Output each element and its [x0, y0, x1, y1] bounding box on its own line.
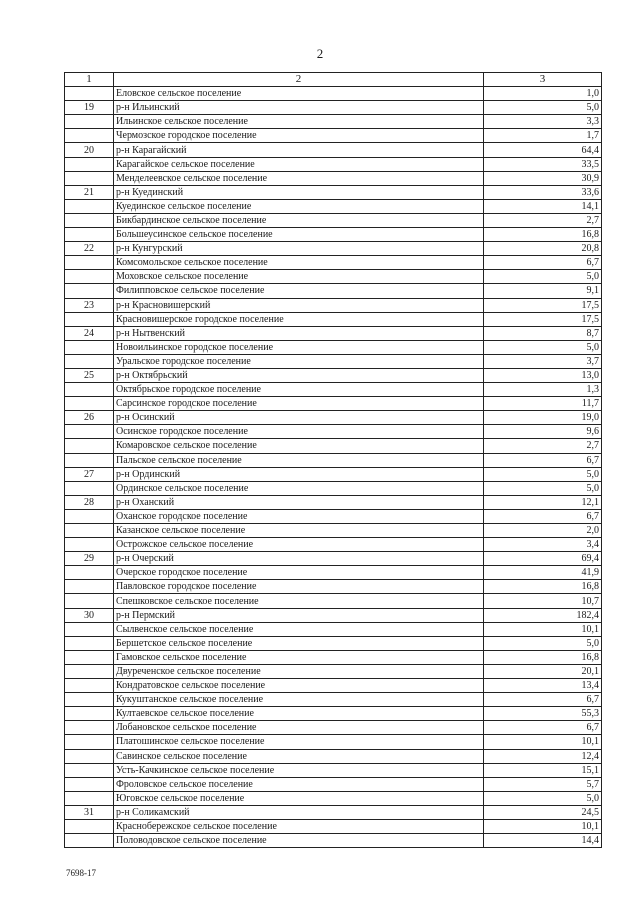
table-body — [65, 73, 602, 848]
settlement-name-cell: Павловское городское поселение — [114, 580, 484, 594]
table-row — [65, 326, 602, 340]
value-cell: 6,7 — [484, 509, 602, 523]
value-cell: 6,7 — [484, 453, 602, 467]
settlement-name-cell: Пальское сельское поселение — [114, 453, 484, 467]
row-number-cell — [65, 270, 114, 284]
settlement-name-cell: р-н Соликамский — [114, 805, 484, 819]
value-cell: 33,5 — [484, 157, 602, 171]
settlement-name-cell: р-н Красновишерский — [114, 298, 484, 312]
table-row — [65, 693, 602, 707]
row-number-cell — [65, 397, 114, 411]
row-number-cell — [65, 566, 114, 580]
value-cell: 13,0 — [484, 368, 602, 382]
row-number-cell — [65, 707, 114, 721]
row-number-cell: 29 — [65, 552, 114, 566]
table-row — [65, 228, 602, 242]
row-number-cell — [65, 115, 114, 129]
header-col-3: 3 — [484, 73, 602, 87]
row-number-cell — [65, 383, 114, 397]
row-number-cell — [65, 199, 114, 213]
row-number-cell — [65, 509, 114, 523]
settlement-name-cell: Ординское сельское поселение — [114, 481, 484, 495]
table-row — [65, 580, 602, 594]
row-number-cell — [65, 791, 114, 805]
settlement-name-cell: р-н Оханский — [114, 495, 484, 509]
settlement-name-cell: Усть-Качкинское сельское поселение — [114, 763, 484, 777]
row-number-cell — [65, 834, 114, 848]
row-number-cell: 25 — [65, 368, 114, 382]
row-number-cell — [65, 622, 114, 636]
row-number-cell — [65, 580, 114, 594]
row-number-cell: 24 — [65, 326, 114, 340]
value-cell: 9,6 — [484, 425, 602, 439]
row-number-cell: 28 — [65, 495, 114, 509]
value-cell: 15,1 — [484, 763, 602, 777]
row-number-cell: 30 — [65, 608, 114, 622]
value-cell: 11,7 — [484, 397, 602, 411]
value-cell: 20,1 — [484, 664, 602, 678]
row-number-cell — [65, 340, 114, 354]
settlement-name-cell: Кукуштанское сельское поселение — [114, 693, 484, 707]
value-cell: 6,7 — [484, 256, 602, 270]
row-number-cell — [65, 693, 114, 707]
settlement-name-cell: р-н Нытвенский — [114, 326, 484, 340]
settlement-name-cell: Очерское городское поселение — [114, 566, 484, 580]
row-number-cell — [65, 664, 114, 678]
value-cell: 13,4 — [484, 679, 602, 693]
row-number-cell — [65, 129, 114, 143]
table-row — [65, 777, 602, 791]
table-row — [65, 636, 602, 650]
settlement-name-cell: Сарсинское городское поселение — [114, 397, 484, 411]
table-row — [65, 143, 602, 157]
settlement-name-cell: Комсомольское сельское поселение — [114, 256, 484, 270]
value-cell: 20,8 — [484, 242, 602, 256]
row-number-cell — [65, 213, 114, 227]
settlement-name-cell: р-н Пермский — [114, 608, 484, 622]
settlement-name-cell: Фроловское сельское поселение — [114, 777, 484, 791]
table-row — [65, 397, 602, 411]
table-row — [65, 157, 602, 171]
value-cell: 1,3 — [484, 383, 602, 397]
value-cell: 182,4 — [484, 608, 602, 622]
table-row — [65, 664, 602, 678]
settlement-name-cell: Краснобережское сельское поселение — [114, 819, 484, 833]
value-cell: 5,0 — [484, 636, 602, 650]
value-cell: 5,0 — [484, 270, 602, 284]
row-number-cell — [65, 636, 114, 650]
settlement-name-cell: р-н Кунгурский — [114, 242, 484, 256]
value-cell: 55,3 — [484, 707, 602, 721]
table-row — [65, 101, 602, 115]
value-cell: 5,0 — [484, 481, 602, 495]
value-cell: 6,7 — [484, 693, 602, 707]
row-number-cell — [65, 735, 114, 749]
row-number-cell — [65, 87, 114, 101]
row-number-cell — [65, 538, 114, 552]
settlement-name-cell: Спешковское сельское поселение — [114, 594, 484, 608]
value-cell: 5,0 — [484, 467, 602, 481]
value-cell: 10,1 — [484, 735, 602, 749]
value-cell: 16,8 — [484, 580, 602, 594]
table-row — [65, 354, 602, 368]
settlement-name-cell: Куединское сельское поселение — [114, 199, 484, 213]
value-cell: 2,7 — [484, 439, 602, 453]
settlement-name-cell: Моховское сельское поселение — [114, 270, 484, 284]
value-cell: 3,7 — [484, 354, 602, 368]
table-row — [65, 199, 602, 213]
settlement-name-cell: Менделеевское сельское поселение — [114, 171, 484, 185]
settlement-name-cell: Платошинское сельское поселение — [114, 735, 484, 749]
row-number-cell — [65, 721, 114, 735]
settlement-name-cell: Савинское сельское поселение — [114, 749, 484, 763]
value-cell: 8,7 — [484, 326, 602, 340]
row-number-cell — [65, 256, 114, 270]
settlement-name-cell: Карагайское сельское поселение — [114, 157, 484, 171]
value-cell: 33,6 — [484, 185, 602, 199]
settlement-name-cell: р-н Осинский — [114, 411, 484, 425]
settlement-name-cell: Чермозское городское поселение — [114, 129, 484, 143]
value-cell: 1,7 — [484, 129, 602, 143]
row-number-cell — [65, 524, 114, 538]
table-row — [65, 594, 602, 608]
row-number-cell — [65, 453, 114, 467]
value-cell: 2,7 — [484, 213, 602, 227]
table-row — [65, 538, 602, 552]
settlement-name-cell: Гамовское сельское поселение — [114, 650, 484, 664]
row-number-cell — [65, 594, 114, 608]
table-row — [65, 495, 602, 509]
row-number-cell: 22 — [65, 242, 114, 256]
table-row — [65, 749, 602, 763]
value-cell: 30,9 — [484, 171, 602, 185]
row-number-cell — [65, 749, 114, 763]
settlement-name-cell: р-н Карагайский — [114, 143, 484, 157]
settlement-name-cell: Кондратовское сельское поселение — [114, 679, 484, 693]
allocation-table — [64, 72, 602, 848]
settlement-name-cell: Новоильинское городское поселение — [114, 340, 484, 354]
value-cell: 24,5 — [484, 805, 602, 819]
settlement-name-cell: Бершетское сельское поселение — [114, 636, 484, 650]
table-row — [65, 735, 602, 749]
table-row — [65, 622, 602, 636]
value-cell: 69,4 — [484, 552, 602, 566]
table-row — [65, 453, 602, 467]
row-number-cell: 27 — [65, 467, 114, 481]
value-cell: 64,4 — [484, 143, 602, 157]
table-row — [65, 284, 602, 298]
value-cell: 3,4 — [484, 538, 602, 552]
table-row — [65, 298, 602, 312]
table-row — [65, 805, 602, 819]
row-number-cell — [65, 312, 114, 326]
settlement-name-cell: Култаевское сельское поселение — [114, 707, 484, 721]
table-row — [65, 185, 602, 199]
row-number-cell: 26 — [65, 411, 114, 425]
row-number-cell — [65, 763, 114, 777]
row-number-cell — [65, 171, 114, 185]
value-cell: 5,7 — [484, 777, 602, 791]
settlement-name-cell: Ильинское сельское поселение — [114, 115, 484, 129]
value-cell: 16,8 — [484, 650, 602, 664]
value-cell: 12,4 — [484, 749, 602, 763]
settlement-name-cell: Оханское городское поселение — [114, 509, 484, 523]
table-header-row — [65, 73, 602, 87]
value-cell: 5,0 — [484, 791, 602, 805]
table-row — [65, 213, 602, 227]
row-number-cell — [65, 679, 114, 693]
value-cell: 5,0 — [484, 101, 602, 115]
row-number-cell: 20 — [65, 143, 114, 157]
table-row — [65, 312, 602, 326]
table-row — [65, 242, 602, 256]
value-cell: 10,7 — [484, 594, 602, 608]
row-number-cell — [65, 439, 114, 453]
value-cell: 16,8 — [484, 228, 602, 242]
table-row — [65, 524, 602, 538]
value-cell: 19,0 — [484, 411, 602, 425]
row-number-cell: 19 — [65, 101, 114, 115]
table-row — [65, 256, 602, 270]
row-number-cell — [65, 228, 114, 242]
table-row — [65, 340, 602, 354]
value-cell: 14,1 — [484, 199, 602, 213]
table-row — [65, 834, 602, 848]
table-row — [65, 509, 602, 523]
table-row — [65, 481, 602, 495]
table-row — [65, 608, 602, 622]
settlement-name-cell: р-н Октябрьский — [114, 368, 484, 382]
row-number-cell — [65, 481, 114, 495]
row-number-cell — [65, 650, 114, 664]
settlement-name-cell: Сылвенское сельское поселение — [114, 622, 484, 636]
row-number-cell: 21 — [65, 185, 114, 199]
table-row — [65, 763, 602, 777]
table-row — [65, 791, 602, 805]
value-cell: 10,1 — [484, 819, 602, 833]
settlement-name-cell: Бикбардинское сельское поселение — [114, 213, 484, 227]
header-col-2: 2 — [114, 73, 484, 87]
value-cell: 17,5 — [484, 312, 602, 326]
row-number-cell — [65, 157, 114, 171]
row-number-cell — [65, 777, 114, 791]
settlement-name-cell: р-н Куединский — [114, 185, 484, 199]
settlement-name-cell: Комаровское сельское поселение — [114, 439, 484, 453]
table-row — [65, 368, 602, 382]
settlement-name-cell: Лобановское сельское поселение — [114, 721, 484, 735]
table-row — [65, 439, 602, 453]
table-row — [65, 552, 602, 566]
value-cell: 1,0 — [484, 87, 602, 101]
settlement-name-cell: Еловское сельское поселение — [114, 87, 484, 101]
settlement-name-cell: р-н Ильинский — [114, 101, 484, 115]
table-row — [65, 129, 602, 143]
settlement-name-cell: Уральское городское поселение — [114, 354, 484, 368]
settlement-name-cell: Казанское сельское поселение — [114, 524, 484, 538]
row-number-cell — [65, 819, 114, 833]
row-number-cell — [65, 354, 114, 368]
value-cell: 3,3 — [484, 115, 602, 129]
table-row — [65, 707, 602, 721]
value-cell: 41,9 — [484, 566, 602, 580]
table-row — [65, 411, 602, 425]
settlement-name-cell: Красновишерское городское поселение — [114, 312, 484, 326]
settlement-name-cell: Большеусинское сельское поселение — [114, 228, 484, 242]
table-row — [65, 467, 602, 481]
table-row — [65, 819, 602, 833]
settlement-name-cell: Юговское сельское поселение — [114, 791, 484, 805]
page-number: 2 — [316, 46, 324, 61]
table-row — [65, 115, 602, 129]
value-cell: 10,1 — [484, 622, 602, 636]
value-cell: 9,1 — [484, 284, 602, 298]
document-code: 7698-17 — [66, 868, 96, 878]
value-cell: 5,0 — [484, 340, 602, 354]
table-row — [65, 87, 602, 101]
row-number-cell — [65, 284, 114, 298]
table-row — [65, 650, 602, 664]
value-cell: 17,5 — [484, 298, 602, 312]
value-cell: 12,1 — [484, 495, 602, 509]
row-number-cell: 23 — [65, 298, 114, 312]
value-cell: 6,7 — [484, 721, 602, 735]
value-cell: 14,4 — [484, 834, 602, 848]
settlement-name-cell: Осинское городское поселение — [114, 425, 484, 439]
table-row — [65, 171, 602, 185]
table-row — [65, 721, 602, 735]
table-row — [65, 679, 602, 693]
settlement-name-cell: Двуреченское сельское поселение — [114, 664, 484, 678]
settlement-name-cell: Половодовское сельское поселение — [114, 834, 484, 848]
settlement-name-cell: Октябрьское городское поселение — [114, 383, 484, 397]
settlement-name-cell: Острожское сельское поселение — [114, 538, 484, 552]
table-row — [65, 425, 602, 439]
table-row — [65, 270, 602, 284]
row-number-cell: 31 — [65, 805, 114, 819]
header-col-1: 1 — [65, 73, 114, 87]
settlement-name-cell: р-н Очерский — [114, 552, 484, 566]
settlement-name-cell: р-н Ординский — [114, 467, 484, 481]
value-cell: 2,0 — [484, 524, 602, 538]
table-row — [65, 383, 602, 397]
row-number-cell — [65, 425, 114, 439]
table-row — [65, 566, 602, 580]
settlement-name-cell: Филипповское сельское поселение — [114, 284, 484, 298]
